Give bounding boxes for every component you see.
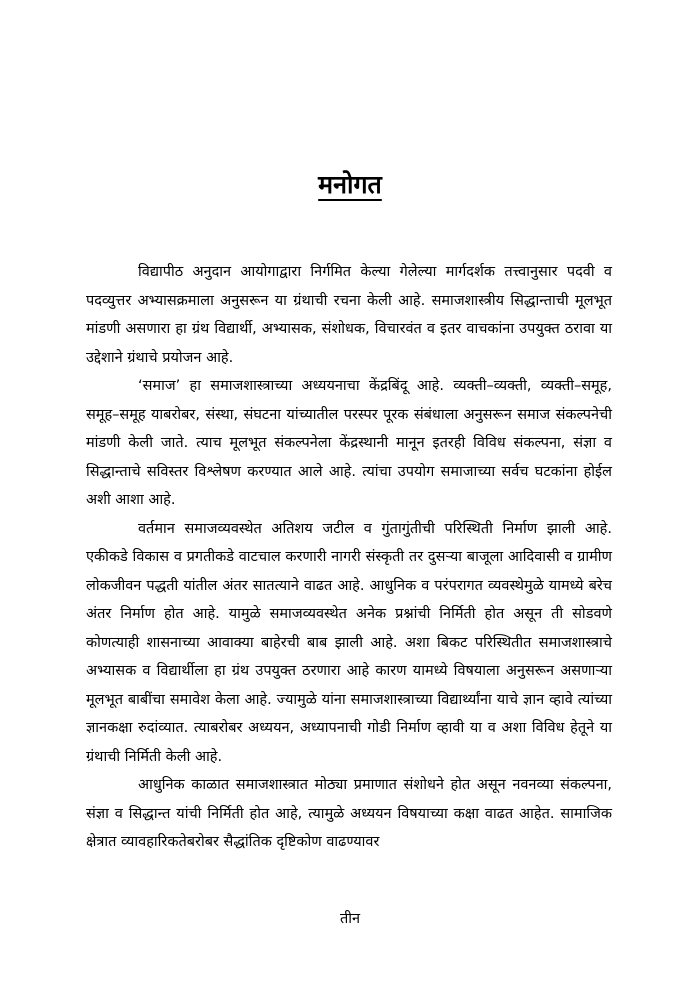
- page-title-text: मनोगत: [318, 170, 382, 199]
- page-title: [0, 168, 700, 202]
- paragraph-3: वर्तमान समाजव्यवस्थेत अतिशय जटील व गुंतागुंतीची परिस्थिती निर्माण झाली आहे. एकीकडे विकास व प्रगतीकडे वाटचाल करणारी नागरी संस्कृती तर दुसऱ्या बाजूला आदिवासी व ग्रामीण लोकजीवन पद्धती यांतील अंतर सातत्याने वाढत आहे. आधुनिक व परंपरागत व्यवस्थेमुळे यामध्ये बरेच अंतर निर्माण होत आहे. यामुळे समाजव्यवस्थेत अनेक प्रश्नांची निर्मिती होत असून ती सोडवणे कोणत्याही शासनाच्या आवाक्या बाहेरची बाब झाली आहे. अशा बिकट परिस्थितीत समाजशास्त्राचे अभ्यासक व विद्यार्थीला हा ग्रंथ उपयुक्त ठरणारा आहे कारण यामध्ये विषयाला अनुसरून असणाऱ्या मूलभूत बाबींचा समावेश केला आहे. ज्यामुळे यांना समाजशास्त्राच्या विद्यार्थ्यांना याचे ज्ञान व्हावे त्यांच्या ज्ञानकक्षा रुदांव्यात. त्याबरोबर अध्ययन, अध्यापनाची गोडी निर्माण व्हावी या व अशा विविध हेतूने या ग्रंथाची निर्मिती केली आहे.: [86, 520, 612, 765]
- paragraph-2: ‘समाज’ हा समाजशास्त्राच्या अध्ययनाचा केंद्रबिंदू आहे. व्यक्ती–व्यक्ती, व्यक्ती–समूह, समूह–समूह याबरोबर, संस्था, संघटना यांच्यातील परस्पर पूरक संबंधाला अनुसरून समाज संकल्पनेची मांडणी केली जाते. त्याच मूलभूत संकल्पनेला केंद्रस्थानी मानून इतरही विविध संकल्पना, संज्ञा व सिद्धान्ताचे सविस्तर विश्लेषण करण्यात आले आहे. त्यांचा उपयोग समाजाच्या सर्वच घटकांना होईल अशी आशा आहे.: [86, 378, 612, 508]
- paragraph-4: आधुनिक काळात समाजशास्त्रात मोठ्या प्रमाणात संशोधने होत असून नवनव्या संकल्पना, संज्ञा व सिद्धान्त यांची निर्मिती होत आहे, त्यामुळे अध्ययन विषयाच्या कक्षा वाढत आहेत. सामाजिक क्षेत्रात व्यावहारिकतेबरोबर सैद्धांतिक दृष्टिकोण वाढण्यावर: [86, 777, 612, 850]
- body-text: [86, 258, 612, 857]
- paragraph-1: विद्यापीठ अनुदान आयोगाद्वारा निर्गमित केल्या गेलेल्या मार्गदर्शक तत्त्वानुसार पदवी व पदव्युत्तर अभ्यासक्रमाला अनुसरून या ग्रंथाची रचना केली आहे. समाजशास्त्रीय सिद्धान्ताची मूलभूत मांडणी असणारा हा ग्रंथ विद्यार्थी, अभ्यासक, संशोधक, विचारवंत व इतर वाचकांना उपयुक्त ठरावा या उद्देशाने ग्रंथाचे प्रयोजन आहे.: [86, 264, 612, 366]
- page-number: तीन: [339, 911, 361, 927]
